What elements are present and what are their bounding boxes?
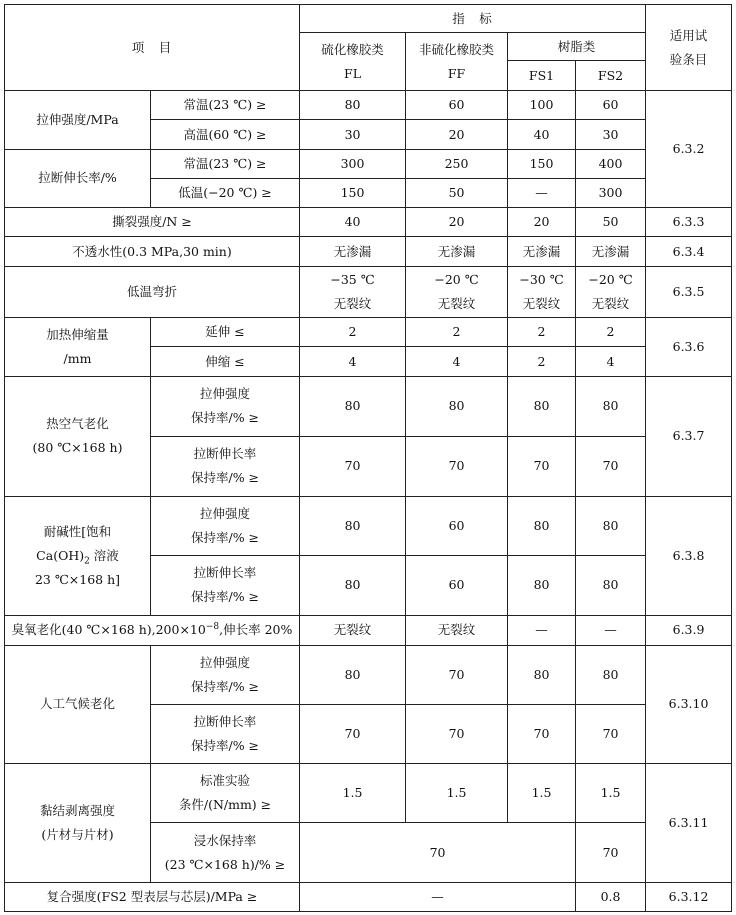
- peel-std-fl: 1.5: [300, 764, 406, 823]
- alkali-elong-cond: 拉断伸长率 保持率/% ≥: [151, 556, 300, 615]
- weather-tensile-fl: 80: [300, 645, 406, 704]
- method-6-3-8: 6.3.8: [646, 497, 732, 616]
- header-method: 适用试 验条目: [646, 5, 732, 91]
- weather-tensile-ff: 70: [406, 645, 508, 704]
- bend-label: 低温弯折: [5, 267, 300, 318]
- header-fl: 硫化橡胶类 FL: [300, 33, 406, 91]
- tear-label: 撕裂强度/N ≥: [5, 207, 300, 236]
- water-label: 不透水性(0.3 MPa,30 min): [5, 236, 300, 266]
- tensile-normal-fs2: 60: [576, 91, 646, 120]
- tensile-normal-fs1: 100: [508, 91, 576, 120]
- ozone-label: 臭氧老化(40 ℃×168 $h),200\times 10^{-8}$,伸长率 20%: [5, 615, 300, 645]
- alkali-elong-fs1: 80: [508, 556, 576, 615]
- weather-elong-fs2: 70: [576, 704, 646, 763]
- method-6-3-9: 6.3.9: [646, 615, 732, 645]
- elong-label: 拉断伸长率/%: [5, 149, 151, 207]
- method-6-3-6: 6.3.6: [646, 318, 732, 376]
- alkali-elong-fs2: 80: [576, 556, 646, 615]
- method-6-3-7: 6.3.7: [646, 376, 732, 497]
- tensile-high-ff: 20: [406, 120, 508, 149]
- elong-normal-cond: 常温(23 ℃) ≥: [151, 149, 300, 178]
- alkali-label: 耐碱性[饱和 $Ca(OH)_2$ 溶液 23 ℃×168 h]: [5, 497, 151, 616]
- alkali-elong-fl: 80: [300, 556, 406, 615]
- peel-soak-cond: 浸水保持率 (23 ℃×168 h)/% ≥: [151, 823, 300, 882]
- elong-normal-fl: 300: [300, 149, 406, 178]
- shrink-contract-fl: 4: [300, 347, 406, 376]
- composite-fs2: 0.8: [576, 882, 646, 911]
- alkali-tensile-cond: 拉伸强度 保持率/% ≥: [151, 497, 300, 556]
- elong-low-cond: 低温(−20 ℃) ≥: [151, 178, 300, 207]
- header-item: 项 目: [5, 5, 300, 91]
- method-6-3-2: 6.3.2: [646, 91, 732, 208]
- peel-soak-merged: 70: [300, 823, 576, 882]
- hot-air-tensile-fs1: 80: [508, 376, 576, 436]
- elong-low-fs2: 300: [576, 178, 646, 207]
- tear-fl: 40: [300, 207, 406, 236]
- hot-air-elong-ff: 70: [406, 436, 508, 496]
- tensile-normal-fl: 80: [300, 91, 406, 120]
- method-6-3-4: 6.3.4: [646, 236, 732, 266]
- tensile-high-fs1: 40: [508, 120, 576, 149]
- method-6-3-12: 6.3.12: [646, 882, 732, 911]
- tensile-label: 拉伸强度/MPa: [5, 91, 151, 149]
- tear-fs1: 20: [508, 207, 576, 236]
- shrink-extend-ff: 2: [406, 318, 508, 347]
- bend-fs2: −20 ℃ 无裂纹: [576, 267, 646, 318]
- header-ff: 非硫化橡胶类 FF: [406, 33, 508, 91]
- weather-elong-fs1: 70: [508, 704, 576, 763]
- method-6-3-5: 6.3.5: [646, 267, 732, 318]
- tear-fs2: 50: [576, 207, 646, 236]
- shrink-extend-cond: 延伸 ≤: [151, 318, 300, 347]
- alkali-tensile-ff: 60: [406, 497, 508, 556]
- weather-elong-cond: 拉断伸长率 保持率/% ≥: [151, 704, 300, 763]
- hot-air-tensile-cond: 拉伸强度 保持率/% ≥: [151, 376, 300, 436]
- hot-air-tensile-ff: 80: [406, 376, 508, 436]
- tensile-high-fs2: 30: [576, 120, 646, 149]
- hot-air-elong-cond: 拉断伸长率 保持率/% ≥: [151, 436, 300, 496]
- elong-low-fl: 150: [300, 178, 406, 207]
- weather-tensile-cond: 拉伸强度 保持率/% ≥: [151, 645, 300, 704]
- header-fs1: FS1: [508, 61, 576, 91]
- water-ff: 无渗漏: [406, 236, 508, 266]
- hot-air-label: 热空气老化 (80 ℃×168 h): [5, 376, 151, 497]
- shrink-contract-fs1: 2: [508, 347, 576, 376]
- shrink-extend-fs1: 2: [508, 318, 576, 347]
- shrink-label: 加热伸缩量 /mm: [5, 318, 151, 376]
- bend-fs1: −30 ℃ 无裂纹: [508, 267, 576, 318]
- hot-air-elong-fs1: 70: [508, 436, 576, 496]
- tensile-high-fl: 30: [300, 120, 406, 149]
- shrink-contract-ff: 4: [406, 347, 508, 376]
- bend-ff: −20 ℃ 无裂纹: [406, 267, 508, 318]
- tensile-normal-ff: 60: [406, 91, 508, 120]
- tear-ff: 20: [406, 207, 508, 236]
- elong-normal-fs1: 150: [508, 149, 576, 178]
- peel-std-fs1: 1.5: [508, 764, 576, 823]
- peel-soak-fs2: 70: [576, 823, 646, 882]
- hot-air-elong-fs2: 70: [576, 436, 646, 496]
- water-fl: 无渗漏: [300, 236, 406, 266]
- ozone-fs1: —: [508, 615, 576, 645]
- header-fs2: FS2: [576, 61, 646, 91]
- tensile-high-cond: 高温(60 ℃) ≥: [151, 120, 300, 149]
- weather-elong-fl: 70: [300, 704, 406, 763]
- peel-std-fs2: 1.5: [576, 764, 646, 823]
- spec-table: [4, 4, 732, 912]
- alkali-tensile-fl: 80: [300, 497, 406, 556]
- elong-low-ff: 50: [406, 178, 508, 207]
- shrink-extend-fl: 2: [300, 318, 406, 347]
- shrink-contract-fs2: 4: [576, 347, 646, 376]
- water-fs1: 无渗漏: [508, 236, 576, 266]
- elong-normal-fs2: 400: [576, 149, 646, 178]
- elong-low-fs1: —: [508, 178, 576, 207]
- header-resin: 树脂类: [508, 33, 646, 61]
- method-6-3-10: 6.3.10: [646, 645, 732, 764]
- ozone-fs2: —: [576, 615, 646, 645]
- alkali-tensile-fs2: 80: [576, 497, 646, 556]
- method-6-3-3: 6.3.3: [646, 207, 732, 236]
- composite-merged: —: [300, 882, 576, 911]
- weather-label: 人工气候老化: [5, 645, 151, 764]
- hot-air-elong-fl: 70: [300, 436, 406, 496]
- ozone-fl: 无裂纹: [300, 615, 406, 645]
- header-indicator: 指 标: [300, 5, 646, 33]
- shrink-extend-fs2: 2: [576, 318, 646, 347]
- ozone-ff: 无裂纹: [406, 615, 508, 645]
- peel-std-cond: 标准实验 条件/(N/mm) ≥: [151, 764, 300, 823]
- bend-fl: −35 ℃ 无裂纹: [300, 267, 406, 318]
- alkali-elong-ff: 60: [406, 556, 508, 615]
- hot-air-tensile-fl: 80: [300, 376, 406, 436]
- composite-label: 复合强度(FS2 型表层与芯层)/MPa ≥: [5, 882, 300, 911]
- alkali-tensile-fs1: 80: [508, 497, 576, 556]
- hot-air-tensile-fs2: 80: [576, 376, 646, 436]
- method-6-3-11: 6.3.11: [646, 764, 732, 883]
- weather-elong-ff: 70: [406, 704, 508, 763]
- weather-tensile-fs1: 80: [508, 645, 576, 704]
- shrink-contract-cond: 伸缩 ≤: [151, 347, 300, 376]
- water-fs2: 无渗漏: [576, 236, 646, 266]
- peel-label: 黏结剥离强度 (片材与片材): [5, 764, 151, 883]
- weather-tensile-fs2: 80: [576, 645, 646, 704]
- peel-std-ff: 1.5: [406, 764, 508, 823]
- tensile-normal-cond: 常温(23 ℃) ≥: [151, 91, 300, 120]
- elong-normal-ff: 250: [406, 149, 508, 178]
